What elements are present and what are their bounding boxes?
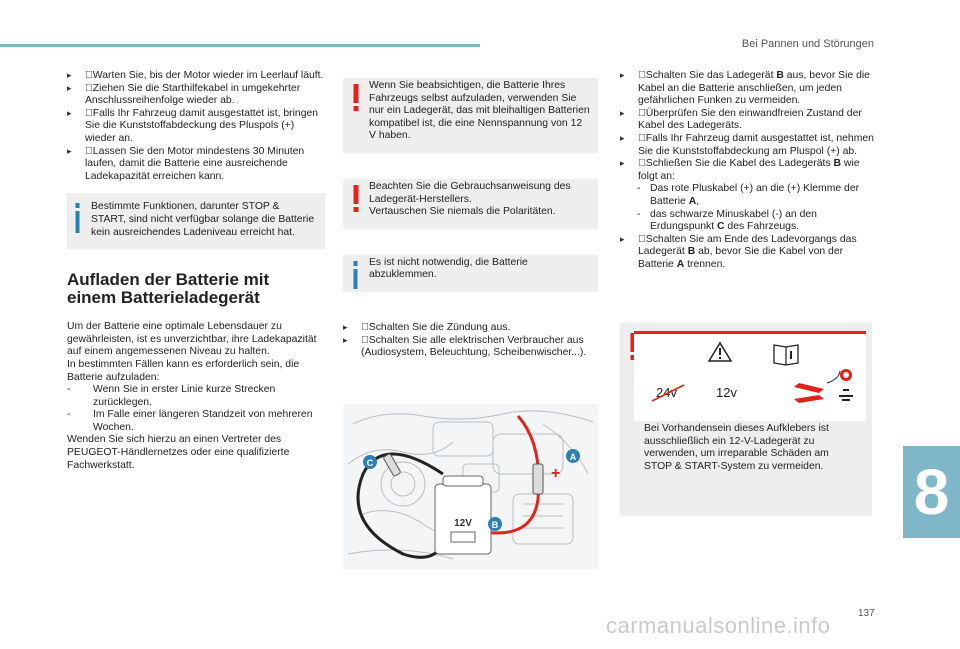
- bullet-arrow-icon: ▸: [343, 322, 348, 333]
- bullet-arrow-icon: ▸: [620, 133, 625, 144]
- list-item: ▸ Warten Sie, bis der Motor wieder im Leerlauf läuft.: [67, 70, 324, 81]
- bullet-arrow-icon: ▸: [343, 335, 348, 346]
- header-rule: [0, 44, 480, 47]
- info-box: Es ist nicht notwendig, die Batterie abzuklemmen.: [343, 255, 598, 292]
- column-middle: [343, 78, 598, 360]
- bullet-arrow-icon: ▸: [67, 71, 72, 81]
- bullet-arrow-icon: ▸: [620, 71, 625, 81]
- sticker-caption: Bei Vorhandensein dieses Aufklebers ist ausschließlich ein 12-V-Ladegerät zu verwenden, um irreparable Schäden am STOP & START-System zu vermeiden.: [644, 423, 829, 472]
- warning-exclamation-icon: [353, 185, 359, 213]
- paragraph: Um der Batterie eine optimale Lebensdauer zu gewährleisten, ist es unverzichtbar, ihre Ladekapazität auf einem angemessenen Niveau zu halten.: [67, 321, 317, 358]
- label-c: C: [366, 458, 374, 468]
- page-number: 137: [858, 608, 875, 619]
- charger-voltage-label: 12V: [454, 518, 472, 529]
- label-12v: 12v: [716, 385, 737, 400]
- list-item: ▸ Schalten Sie am Ende des Ladevorgangs das Ladegerät B ab, bevor Sie die Kabel von der Batterie A trennen.: [620, 233, 857, 270]
- list-item: - Im Falle einer längeren Standzeit von mehreren Wochen.: [67, 409, 313, 433]
- list-item: - Das rote Pluskabel (+) an die (+) Klemme der Batterie A,: [637, 183, 860, 207]
- warning-box: Wenn Sie beabsichtigen, die Batterie Ihres Fahrzeugs selbst aufzuladen, verwenden Sie nur ein Ladegerät, das mit bleihaltigen Batterien kompatibel ist, die eine Nennspannung von 12 V haben.: [343, 78, 598, 153]
- label-b: B: [491, 520, 499, 530]
- list-item: ▸ Schalten Sie das Ladegerät B aus, bevor Sie die Kabel an die Batterie anschließen, um jeden gefährlichen Funken zu vermeiden.: [620, 70, 870, 107]
- bullet-arrow-icon: ▸: [67, 108, 72, 119]
- paragraph: In bestimmten Fällen kann es erforderlich sein, die Batterie aufzuladen:: [67, 358, 300, 383]
- list-item: ▸ Schließen Sie die Kabel des Ladegeräts B wie folgt an:: [620, 158, 860, 182]
- sticker-warning-box: [620, 323, 872, 516]
- bullet-arrow-icon: ▸: [620, 234, 625, 245]
- column-right: [620, 70, 875, 272]
- list-item: - Wenn Sie in erster Linie kurze Strecken zurücklegen.: [67, 384, 276, 408]
- info-icon: [353, 261, 358, 289]
- info-icon: [75, 203, 80, 233]
- watermark: carmanualsonline.info: [606, 613, 831, 638]
- list-item: ▸ Überprüfen Sie den einwandfreien Zustand der Kabel des Ladegeräts.: [620, 107, 862, 132]
- column-left: [67, 70, 325, 472]
- battery-charger-illustration: [343, 404, 598, 570]
- plus-symbol: +: [551, 465, 561, 482]
- label-a: A: [569, 452, 577, 462]
- bullet-arrow-icon: ▸: [67, 83, 72, 94]
- page-header-title: Bei Pannen und Störungen: [741, 38, 874, 50]
- section-heading: Aufladen der Batterie mit einem Batterieladegerät: [67, 270, 270, 308]
- list-item: ▸ Lassen Sie den Motor mindestens 30 Minuten laufen, damit die Batterie eine ausreichende Ladekapazität erreichen kann.: [67, 145, 305, 182]
- bullet-arrow-icon: ▸: [67, 146, 72, 157]
- list-item: - das schwarze Minuskabel (-) an den Erdungspunkt C des Fahrzeugs.: [637, 208, 817, 233]
- sticker-illustration: [634, 331, 866, 421]
- chapter-tab: 8: [903, 446, 960, 538]
- bullet-arrow-icon: ▸: [620, 108, 625, 119]
- info-box: Bestimmte Funktionen, darunter STOP & START, sind nicht verfügbar solange die Batterie kein ausreichendes Ladeniveau erreicht hat.: [67, 193, 325, 249]
- list-item: ▸ Falls Ihr Fahrzeug damit ausgestattet ist, nehmen Sie die Kunststoffabdeckung am Pluspol (+) ab.: [620, 132, 874, 157]
- list-item: ▸ Schalten Sie die Zündung aus.: [343, 321, 511, 333]
- label-24v: 24v: [656, 385, 677, 400]
- bullet-arrow-icon: ▸: [620, 159, 625, 170]
- list-item: ▸ Falls Ihr Fahrzeug damit ausgestattet ist, bringen Sie die Kunststoffabdeckung des Pluspols (+) wieder an.: [67, 107, 319, 144]
- list-item: ▸ Ziehen Sie die Starthilfekabel in umgekehrter Anschlussreihenfolge wieder ab.: [67, 82, 301, 107]
- paragraph: Wenden Sie sich hierzu an einen Vertreter des PEUGEOT-Händlernetzes oder eine qualifizierte Fachwerkstatt.: [67, 434, 290, 471]
- warning-box: Beachten Sie die Gebrauchsanweisung des Ladegerät-Herstellers. Vertauschen Sie niemals die Polaritäten.: [343, 179, 598, 229]
- list-item: ▸ Schalten Sie alle elektrischen Verbraucher aus (Audiosystem, Beleuchtung, Scheibenwischer...).: [343, 334, 587, 359]
- warning-exclamation-icon: [353, 84, 359, 112]
